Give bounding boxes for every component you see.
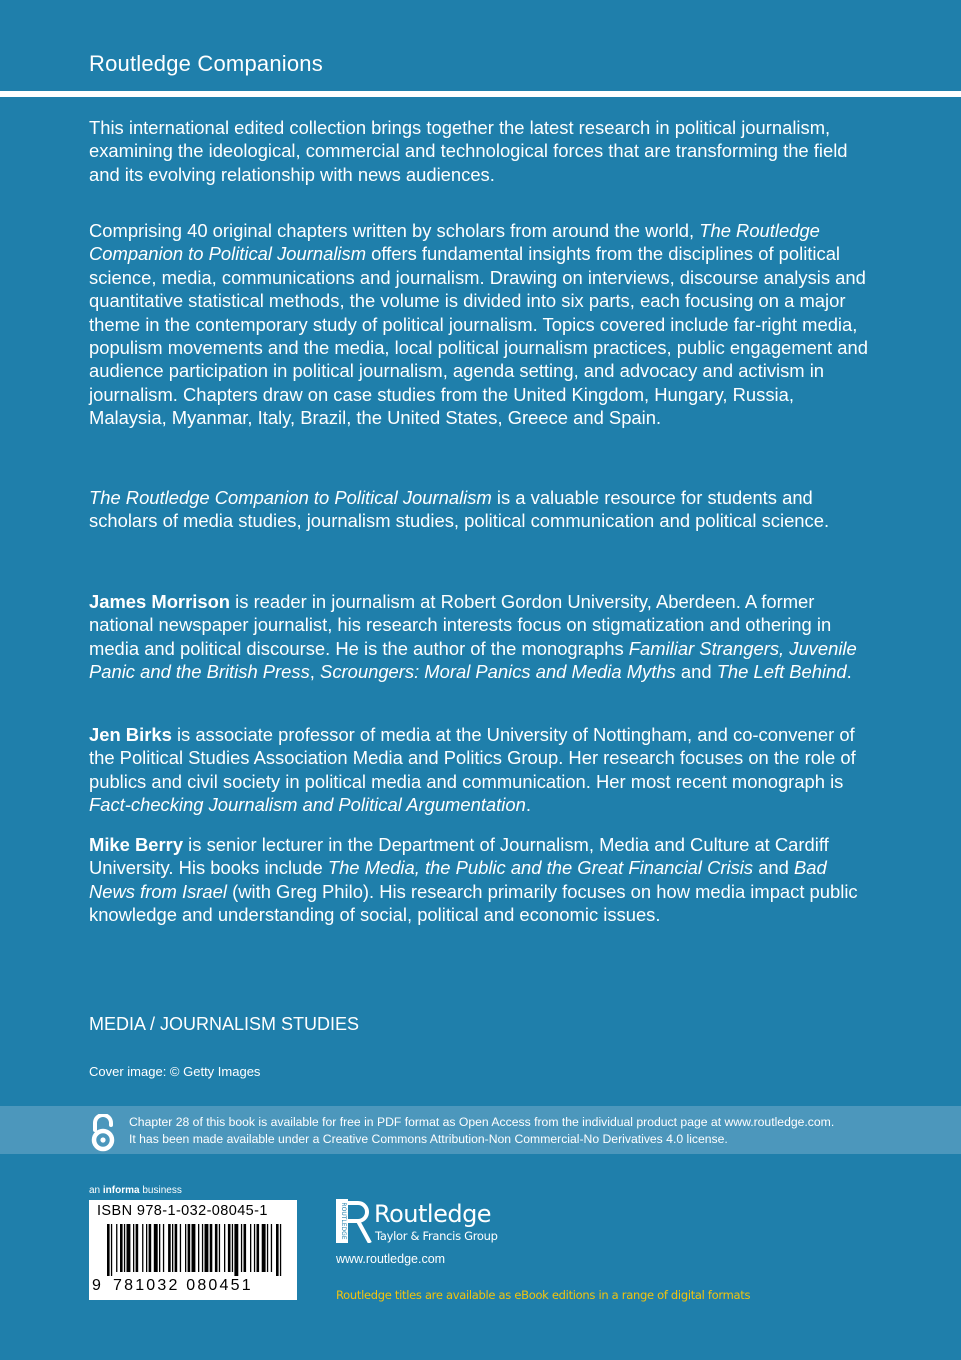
editor-bio-berry [89,833,869,927]
barcode-bar [280,1224,281,1276]
editor-bio-text: (with Greg Philo). His research primarily focuses on how media impact public knowledge and understanding of social, political and economic issues. [89,880,858,926]
separator: and [680,661,712,683]
editor-book: The Media, the Public and the Great Financial Crisis [327,857,754,879]
barcode-bar [198,1224,199,1272]
editor-bio-birks [89,723,869,817]
editor-book: Familiar Strangers, Juvenile Panic and the British Press [89,637,857,683]
barcode-bar [192,1224,196,1272]
barcode-bar [116,1224,117,1272]
informa-prefix: an [89,1185,101,1196]
value-paragraph [89,486,869,533]
barcode-bar [210,1224,213,1272]
logo-text: ROUTLEDGE [340,1202,347,1240]
barcode-bar [168,1224,171,1272]
barcode-bars [107,1224,283,1276]
ebook-note: Routledge titles are available as eBook editions in a range of digital formats [336,1288,751,1302]
barcode-bar [219,1224,220,1272]
barcode-bar [154,1224,158,1272]
barcode-bar [111,1224,112,1276]
cover-credit: Cover image: © Getty Images [89,1064,261,1079]
barcode-bar [175,1224,178,1272]
barcode-bar [257,1224,260,1272]
barcode-bar [254,1224,255,1272]
barcode-bar [215,1224,218,1272]
barcode-bar [224,1224,225,1272]
open-access-line-1: Chapter 28 of this book is available for free in PDF format as Open Access from the individual product page at www.routledge.com. [129,1115,835,1129]
publisher-website[interactable]: www.routledge.com [336,1252,446,1266]
editor-bio-text: is associate professor of media at the University of Nottingham, and co-convener of the Political Studies Association Media and Politics Group. Her research focuses on the role of publics and civil society in political media and communication. Her most recent monograph is [89,724,856,792]
barcode-bar [271,1224,272,1272]
barcode-bar [127,1224,131,1272]
book-title: The Routledge Companion to Political Journalism [89,220,820,265]
series-title: Routledge Companions [89,51,323,76]
subject-category: MEDIA / JOURNALISM STUDIES [89,1014,360,1034]
barcode-bar [202,1224,203,1272]
intro-text: This international edited collection brings together the latest research in political journalism, examining the ideological, commercial and technological forces that are transforming the field and its evolving relationship with news audiences. [89,117,848,185]
barcode-bar [136,1224,139,1272]
separator: , [309,661,315,683]
barcode-bar [228,1224,231,1272]
barcode-lead-digit: 9 [92,1277,101,1294]
editor-book: Scroungers: Moral Panics and Media Myths [320,661,676,683]
barcode-bar [185,1224,186,1272]
routledge-logo-icon [336,1199,372,1243]
informa-brand: informa [102,1185,140,1196]
publisher-group: Taylor & Francis Group [375,1229,498,1243]
barcode-bar [120,1224,123,1272]
barcode-bar [244,1224,247,1272]
barcode-bar [133,1224,134,1272]
open-access-icon [89,1114,117,1152]
informa-suffix: business [142,1185,182,1196]
description-lead: Comprising 40 original chapters written by scholars from around the world, [89,220,695,241]
barcode-bar [241,1224,242,1272]
barcode-bar [180,1224,181,1272]
period: . [846,661,852,683]
editor-bio-morrison [89,590,869,684]
barcode-bar [234,1224,238,1276]
barcode-bar [205,1224,209,1272]
barcode-bar [142,1224,143,1272]
book-title: The Routledge Companion to Political Journalism [89,487,492,508]
barcode-bar [232,1224,233,1272]
barcode-bar [107,1224,110,1276]
isbn-number: ISBN 978-1-032-08045-1 [97,1203,268,1219]
editor-book: Bad News from Israel [89,857,827,902]
period: . [525,794,531,816]
isbn-barcode [89,1200,297,1300]
informa-tagline [89,1185,182,1196]
description-paragraph [89,219,869,430]
publisher-name: Routledge [374,1200,492,1228]
barcode-bar [276,1224,279,1276]
editor-bio-text: is senior lecturer in the Department of Journalism, Media and Culture at Cardiff University. His books include [89,834,829,879]
editor-name: Mike Berry [89,834,184,855]
barcode-bar [262,1224,266,1272]
editor-bio-text: is reader in journalism at Robert Gordon University, Aberdeen. A former national newspaper journalist, his research interests focus on stigmatization and othering in media and political discourse. He is the author of the monographs [89,591,832,659]
barcode-digits: 781032 080451 [113,1277,253,1294]
editor-name: Jen Birks [89,724,172,745]
description-rest: offers fundamental insights from the disciplines of political science, media, communications and journalism. Drawing on interviews, discourse analysis and quantitative statistical methods, the volume is divided into six parts, each focusing on a major theme in the contemporary study of political journalism. Topics covered include far-right media, populism movements and the media, local political journalism practices, public engagement and audience participation in political journalism, agenda setting, and advocacy and activism in journalism. Chapters draw on case studies from the United Kingdom, Hungary, Russia, Malaysia, Myanmar, Italy, Brazil, the United States, Greece and Spain. [89,243,868,429]
editor-book: Fact-checking Journalism and Political Argumentation [89,794,526,816]
value-text: is a valuable resource for students and scholars of media studies, journalism studies, political communication and political science. [89,487,830,532]
barcode-bar [146,1224,147,1272]
barcode-bar [172,1224,173,1272]
barcode-bar [250,1224,251,1272]
header-rule [0,91,961,97]
open-access-line-2: It has been made available under a Creative Commons Attribution-Non Commercial-No Derivatives 4.0 license. [129,1132,728,1146]
separator: and [758,857,789,879]
barcode-bar [124,1224,125,1272]
barcode-bar [188,1224,191,1272]
barcode-bar [149,1224,152,1272]
barcode-bar [159,1224,160,1272]
editor-book: The Left Behind [716,661,847,683]
intro-paragraph [89,116,869,186]
open-access-notice [129,1114,939,1148]
barcode-bar [163,1224,164,1272]
editor-name: James Morrison [89,591,231,612]
barcode-bar [267,1224,268,1272]
